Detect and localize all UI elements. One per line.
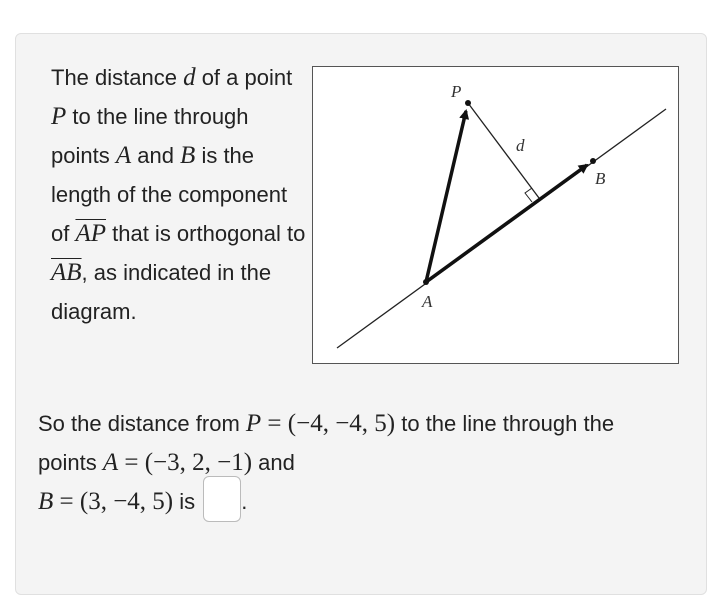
question-part: to the line through the points bbox=[38, 411, 615, 475]
point-A-coords: = (−3, 2, −1) bbox=[118, 449, 253, 476]
problem-intro bbox=[51, 58, 309, 331]
distance-diagram bbox=[312, 66, 679, 364]
var-B: B bbox=[38, 488, 54, 515]
label-B: B bbox=[595, 169, 606, 188]
intro-text: The distance bbox=[51, 65, 184, 90]
intro-text: , as indicated in the diagram. bbox=[51, 260, 272, 324]
intro-text: that is orthogonal to bbox=[106, 221, 306, 246]
var-d: d bbox=[183, 64, 196, 91]
question-part: So the distance from bbox=[38, 411, 246, 436]
perpendicular-d bbox=[468, 103, 539, 198]
point-B-coords: = (3, −4, 5) bbox=[53, 488, 174, 515]
var-A: A bbox=[102, 449, 119, 476]
vector-AP: $\overline{AP}$ bbox=[75, 220, 107, 247]
answer-input[interactable] bbox=[203, 476, 241, 522]
question-period: . bbox=[241, 489, 248, 514]
label-A: A bbox=[422, 292, 433, 311]
question-text bbox=[38, 404, 678, 522]
diagram-svg bbox=[313, 67, 680, 365]
intro-text: is the length of the component of bbox=[51, 143, 288, 246]
intro-text: of a point bbox=[195, 65, 293, 90]
question-part: and bbox=[252, 450, 295, 475]
vector-AB: $\overline{AB}$ bbox=[51, 259, 82, 286]
point-P bbox=[465, 100, 471, 106]
label-d: d bbox=[516, 136, 525, 155]
point-A bbox=[423, 279, 429, 285]
intro-text: to the line through points bbox=[51, 104, 249, 168]
right-angle-marker bbox=[525, 188, 532, 202]
point-B bbox=[590, 158, 596, 164]
var-P: P bbox=[51, 103, 67, 130]
label-P: P bbox=[451, 82, 462, 101]
point-P-coords: = (−4, −4, 5) bbox=[261, 410, 396, 437]
var-P: P bbox=[245, 410, 262, 437]
var-B: B bbox=[180, 142, 196, 169]
question-part: is bbox=[173, 489, 196, 514]
intro-text: and bbox=[131, 143, 181, 168]
var-A: A bbox=[115, 142, 132, 169]
